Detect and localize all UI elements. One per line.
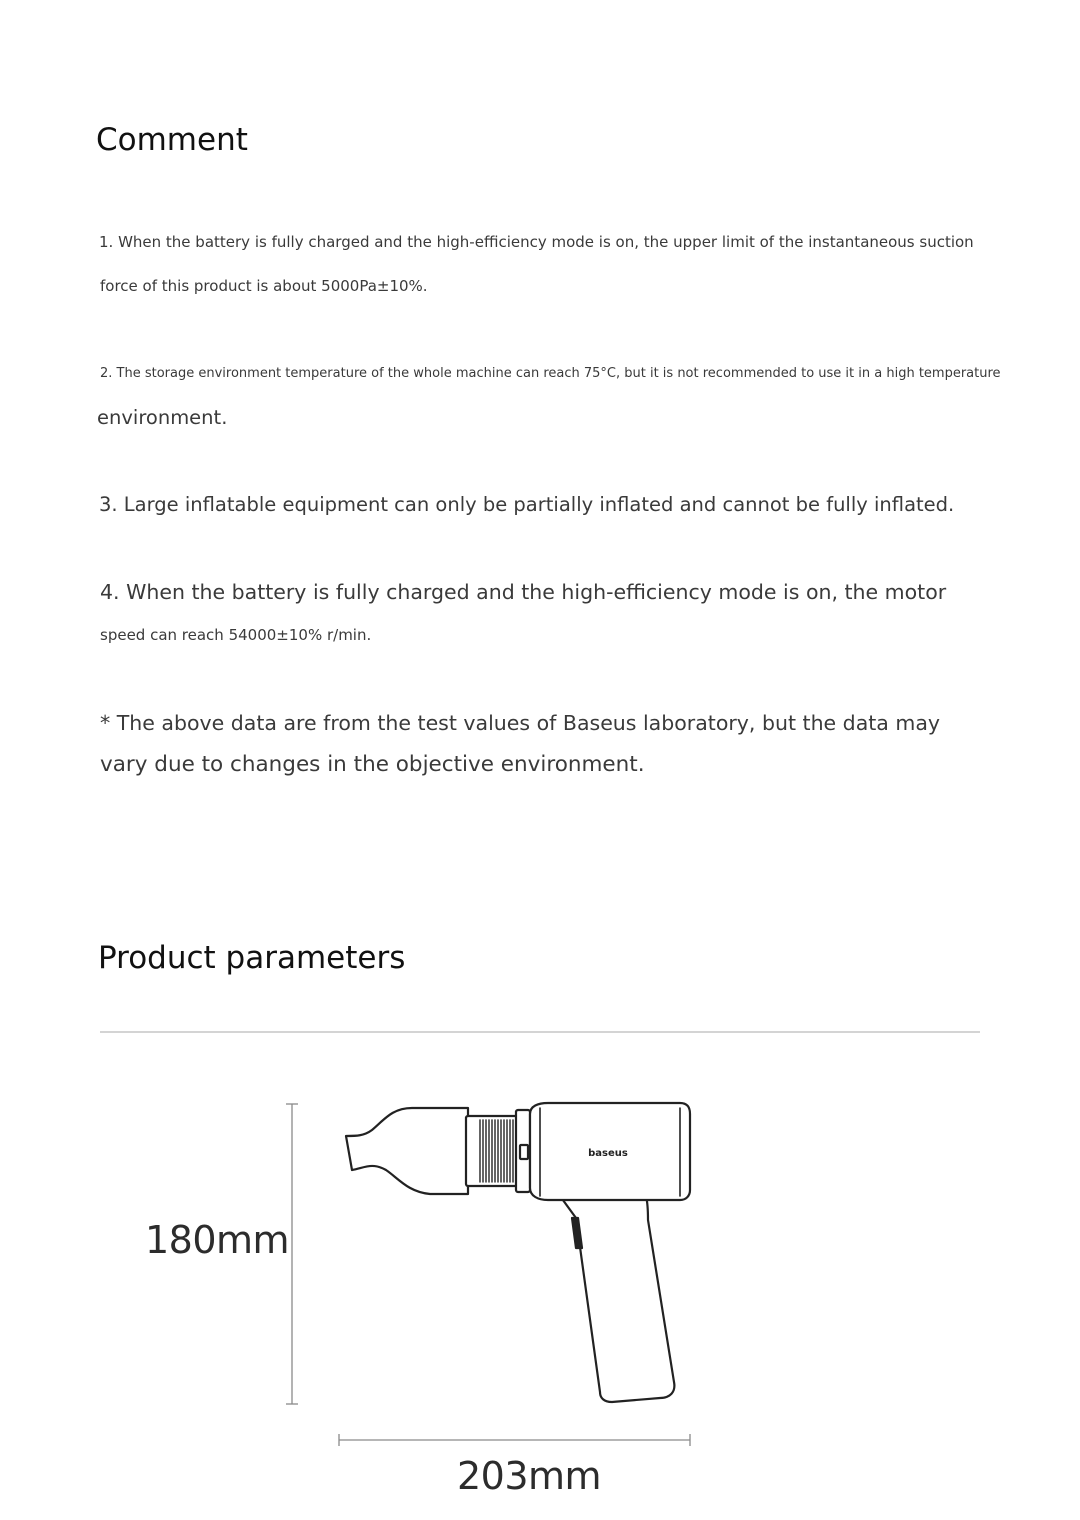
disclaimer-line-2: vary due to changes in the objective environment. xyxy=(100,752,645,777)
brand-logo: baseus xyxy=(588,1148,628,1159)
note-2-line-1: 2. The storage environment temperature of the whole machine can reach 75°C, but it is not recommended to use it in a high temperature xyxy=(100,366,1001,381)
width-label: 203mm xyxy=(457,1454,602,1498)
width-dimension-line xyxy=(339,1434,690,1446)
note-4-line-2: speed can reach 54000±10% r/min. xyxy=(100,626,372,644)
note-2-line-2: environment. xyxy=(97,406,228,429)
parameters-title: Product parameters xyxy=(98,940,406,976)
note-1-line-2: force of this product is about 5000Pa±10%. xyxy=(100,277,428,295)
note-4-line-1: 4. When the battery is fully charged and the high-efficiency mode is on, the motor xyxy=(100,580,947,604)
comment-title: Comment xyxy=(96,122,248,158)
disclaimer-line-1: * The above data are from the test values of Baseus laboratory, but the data may xyxy=(100,711,941,735)
note-1-line-1: 1. When the battery is fully charged and the high-efficiency mode is on, the upper limit of the instantaneous suction xyxy=(99,233,974,251)
handheld-vacuum-outline xyxy=(346,1103,690,1402)
height-label: 180mm xyxy=(145,1218,290,1262)
note-3-line-1: 3. Large inflatable equipment can only be partially inflated and cannot be fully inflated. xyxy=(99,493,955,516)
